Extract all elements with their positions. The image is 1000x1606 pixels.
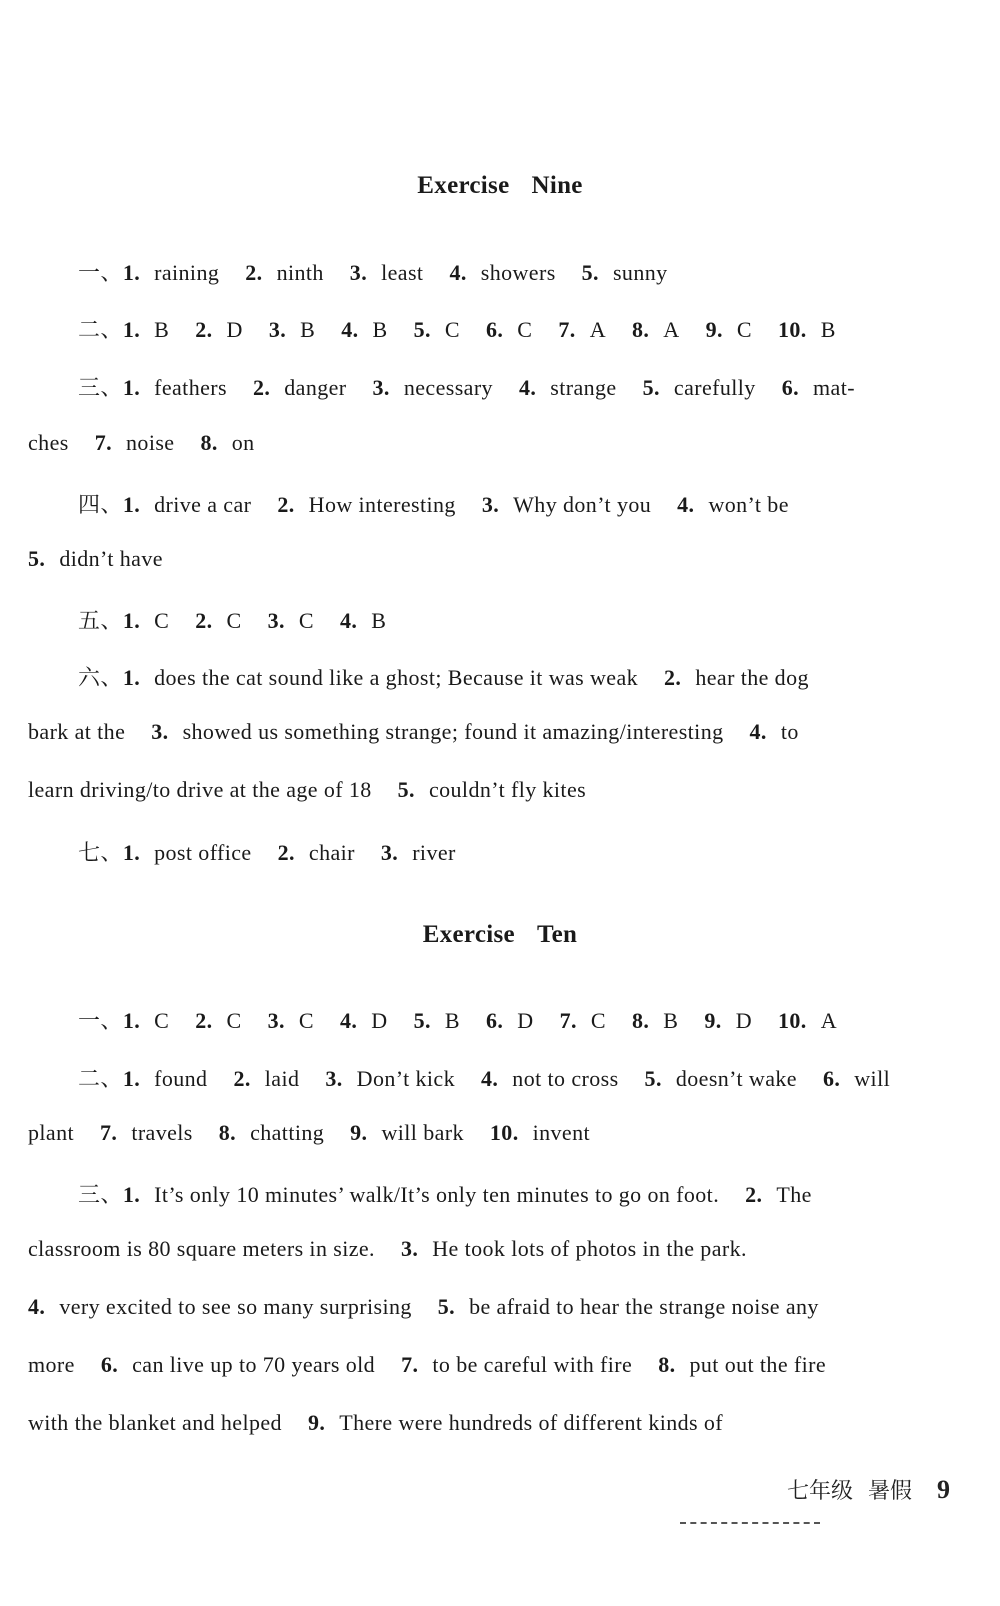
answer-text: will — [854, 1066, 891, 1091]
title-word-2: Nine — [531, 172, 583, 199]
answer-text: A — [589, 317, 606, 342]
item-number: 3. — [400, 1236, 419, 1261]
section-label: 七、 — [78, 840, 123, 865]
item-number: 4. — [339, 1008, 358, 1033]
answer-line — [28, 1410, 723, 1436]
answer-text: B — [444, 1008, 460, 1033]
answer-text: C — [226, 608, 242, 633]
item-number: 1. — [122, 608, 141, 633]
item-number: 2. — [233, 1066, 251, 1091]
answer-line — [78, 256, 668, 287]
answer-text: does the cat sound like a ghost; Because it was weak — [154, 665, 639, 690]
item-number: 5. — [28, 546, 46, 571]
item-number: 5. — [581, 260, 599, 285]
item-number: 3. — [481, 492, 500, 517]
answer-line — [28, 430, 255, 456]
answer-line — [28, 719, 799, 745]
item-number: 9. — [704, 1008, 722, 1033]
answer-text: noise — [126, 430, 175, 455]
answer-text: showed us something strange; found it amazing/interesting — [182, 719, 724, 744]
item-number: 2. — [195, 608, 213, 633]
item-number: 6. — [100, 1352, 119, 1377]
answer-text: showers — [480, 260, 556, 285]
answer-text: chair — [308, 840, 355, 865]
answer-text: on — [231, 430, 255, 455]
item-number: 8. — [200, 430, 218, 455]
answer-text: B — [663, 1008, 679, 1033]
answer-text: laid — [264, 1066, 300, 1091]
answer-text: sunny — [612, 260, 668, 285]
answer-text: drive a car — [154, 492, 252, 517]
term-label: 暑假 — [867, 1479, 912, 1504]
answer-text: C — [517, 317, 533, 342]
answer-line — [28, 1120, 590, 1146]
item-number: 8. — [631, 317, 650, 342]
item-number: 6. — [485, 1008, 504, 1033]
answer-text: How interesting — [308, 492, 456, 517]
answer-text: C — [154, 608, 170, 633]
page-footer — [787, 1474, 950, 1505]
answer-text: Why don’t you — [513, 492, 652, 517]
answer-text: plant — [28, 1120, 74, 1145]
item-number: 7. — [100, 1120, 118, 1145]
answer-text: D — [517, 1008, 534, 1033]
grade-label: 七年级 — [786, 1479, 853, 1504]
item-number: 5. — [437, 1294, 456, 1319]
answer-text: didn’t have — [59, 546, 163, 571]
item-number: 1. — [122, 492, 141, 517]
answer-text: to — [780, 719, 799, 744]
exercise-ten-title — [0, 921, 1000, 949]
title-word-1: Exercise — [422, 921, 515, 948]
answer-text: can live up to 70 years old — [132, 1352, 376, 1377]
item-number: 4. — [518, 375, 537, 400]
answer-text: C — [590, 1008, 606, 1033]
item-number: 4. — [341, 317, 359, 342]
section-label: 六、 — [78, 665, 123, 690]
item-number: 2. — [664, 665, 682, 690]
answer-text: will bark — [381, 1120, 464, 1145]
item-number: 1. — [122, 317, 141, 342]
item-number: 2. — [277, 492, 295, 517]
title-word-2: Ten — [536, 921, 578, 948]
item-number: 1. — [122, 260, 141, 285]
answer-line — [28, 1294, 819, 1320]
answer-text: A — [820, 1008, 837, 1033]
answer-text: There were hundreds of different kinds of — [339, 1410, 724, 1435]
answer-text: He took lots of photos in the park. — [432, 1236, 747, 1261]
item-number: 9. — [705, 317, 723, 342]
item-number: 1. — [122, 1182, 141, 1207]
answer-text: danger — [284, 375, 347, 400]
item-number: 4. — [749, 719, 767, 744]
answer-line — [78, 313, 836, 344]
answer-text: ches — [28, 430, 69, 455]
answer-text: B — [372, 317, 388, 342]
item-number: 3. — [349, 260, 368, 285]
page-number: 9 — [937, 1475, 950, 1504]
answer-text: post office — [154, 840, 252, 865]
section-label: 二、 — [78, 1066, 123, 1091]
item-number: 2. — [245, 260, 263, 285]
answer-text: carefully — [673, 375, 756, 400]
item-number: 3. — [372, 375, 390, 400]
answer-line — [28, 1236, 747, 1262]
answer-line — [28, 546, 163, 572]
answer-text: chatting — [250, 1120, 325, 1145]
answer-text: C — [298, 608, 314, 633]
answer-text: necessary — [403, 375, 493, 400]
item-number: 8. — [631, 1008, 650, 1033]
answer-text: bark at the — [28, 719, 126, 744]
section-label: 三、 — [78, 375, 123, 400]
item-number: 7. — [401, 1352, 419, 1377]
item-number: 1. — [122, 375, 141, 400]
answer-text: Don’t kick — [356, 1066, 455, 1091]
section-label: 一、 — [78, 1008, 123, 1033]
item-number: 1. — [122, 840, 141, 865]
answer-text: B — [300, 317, 316, 342]
answer-line — [78, 371, 855, 402]
exercise-nine-title — [0, 172, 1000, 200]
answer-text: The — [776, 1182, 812, 1207]
answer-line — [78, 604, 386, 635]
item-number: 5. — [644, 1066, 662, 1091]
section-label: 五、 — [78, 608, 123, 633]
answer-text: river — [412, 840, 456, 865]
answer-text: mat- — [813, 375, 855, 400]
answer-text: with the blanket and helped — [28, 1410, 282, 1435]
item-number: 5. — [397, 777, 415, 802]
item-number: 4. — [449, 260, 467, 285]
answer-line — [78, 836, 456, 867]
answer-line — [28, 777, 586, 803]
item-number: 2. — [277, 840, 295, 865]
item-number: 3. — [151, 719, 169, 744]
answer-text: doesn’t wake — [675, 1066, 797, 1091]
answer-line — [78, 1062, 890, 1093]
item-number: 4. — [480, 1066, 499, 1091]
answer-line — [78, 661, 809, 692]
answer-text: very excited to see so many surprising — [59, 1294, 412, 1319]
answer-text: D — [735, 1008, 752, 1033]
section-label: 三、 — [78, 1182, 123, 1207]
answer-line — [28, 1352, 826, 1378]
answer-text: invent — [532, 1120, 590, 1145]
item-number: 8. — [658, 1352, 676, 1377]
item-number: 7. — [559, 1008, 577, 1033]
answer-text: B — [371, 608, 387, 633]
item-number: 3. — [380, 840, 399, 865]
section-label: 一、 — [78, 260, 123, 285]
item-number: 2. — [745, 1182, 763, 1207]
item-number: 5. — [413, 1008, 431, 1033]
item-number: 7. — [558, 317, 576, 342]
item-number: 4. — [677, 492, 695, 517]
item-number: 10. — [489, 1120, 519, 1145]
footer-divider — [680, 1522, 820, 1524]
answer-text: more — [28, 1352, 75, 1377]
item-number: 4. — [28, 1294, 46, 1319]
item-number: 2. — [195, 317, 213, 342]
answer-text: put out the fire — [689, 1352, 827, 1377]
answer-text: It’s only 10 minutes’ walk/It’s only ten minutes to go on foot. — [154, 1182, 720, 1207]
title-word-1: Exercise — [417, 172, 510, 199]
answer-text: B — [820, 317, 836, 342]
item-number: 3. — [268, 317, 287, 342]
answer-text: C — [444, 317, 460, 342]
item-number: 6. — [822, 1066, 841, 1091]
answer-text: C — [736, 317, 752, 342]
answer-text: strange — [550, 375, 617, 400]
item-number: 9. — [350, 1120, 368, 1145]
item-number: 9. — [307, 1410, 326, 1435]
item-number: 7. — [94, 430, 113, 455]
answer-text: ninth — [276, 260, 324, 285]
answer-text: A — [663, 317, 680, 342]
answer-text: B — [154, 317, 170, 342]
answer-line — [78, 1178, 812, 1209]
item-number: 1. — [122, 1066, 141, 1091]
answer-text: raining — [154, 260, 220, 285]
answer-text: couldn’t fly kites — [428, 777, 587, 802]
item-number: 4. — [339, 608, 358, 633]
item-number: 8. — [218, 1120, 237, 1145]
answer-text: classroom is 80 square meters in size. — [28, 1236, 375, 1261]
item-number: 1. — [122, 1008, 141, 1033]
item-number: 6. — [485, 317, 504, 342]
item-number: 1. — [122, 665, 141, 690]
answer-text: be afraid to hear the strange noise any — [469, 1294, 819, 1319]
item-number: 5. — [642, 375, 660, 400]
answer-text: not to cross — [512, 1066, 619, 1091]
answer-line — [78, 1004, 837, 1035]
answer-text: D — [371, 1008, 388, 1033]
section-label: 二、 — [78, 317, 123, 342]
item-number: 10. — [777, 1008, 807, 1033]
answer-text: feathers — [154, 375, 227, 400]
answer-line — [78, 488, 789, 519]
item-number: 10. — [777, 317, 807, 342]
answer-text: C — [226, 1008, 242, 1033]
answer-text: C — [298, 1008, 314, 1033]
item-number: 3. — [267, 1008, 285, 1033]
item-number: 3. — [325, 1066, 343, 1091]
item-number: 2. — [252, 375, 271, 400]
section-label: 四、 — [78, 492, 123, 517]
item-number: 5. — [413, 317, 431, 342]
answer-text: to be careful with fire — [432, 1352, 633, 1377]
item-number: 2. — [195, 1008, 213, 1033]
answer-text: won’t be — [708, 492, 789, 517]
answer-text: found — [154, 1066, 208, 1091]
item-number: 3. — [267, 608, 285, 633]
item-number: 6. — [781, 375, 800, 400]
answer-text: hear the dog — [695, 665, 809, 690]
answer-text: learn driving/to drive at the age of 18 — [28, 777, 372, 802]
answer-text: D — [226, 317, 243, 342]
answer-text: C — [154, 1008, 170, 1033]
answer-text: least — [381, 260, 424, 285]
answer-text: travels — [131, 1120, 193, 1145]
